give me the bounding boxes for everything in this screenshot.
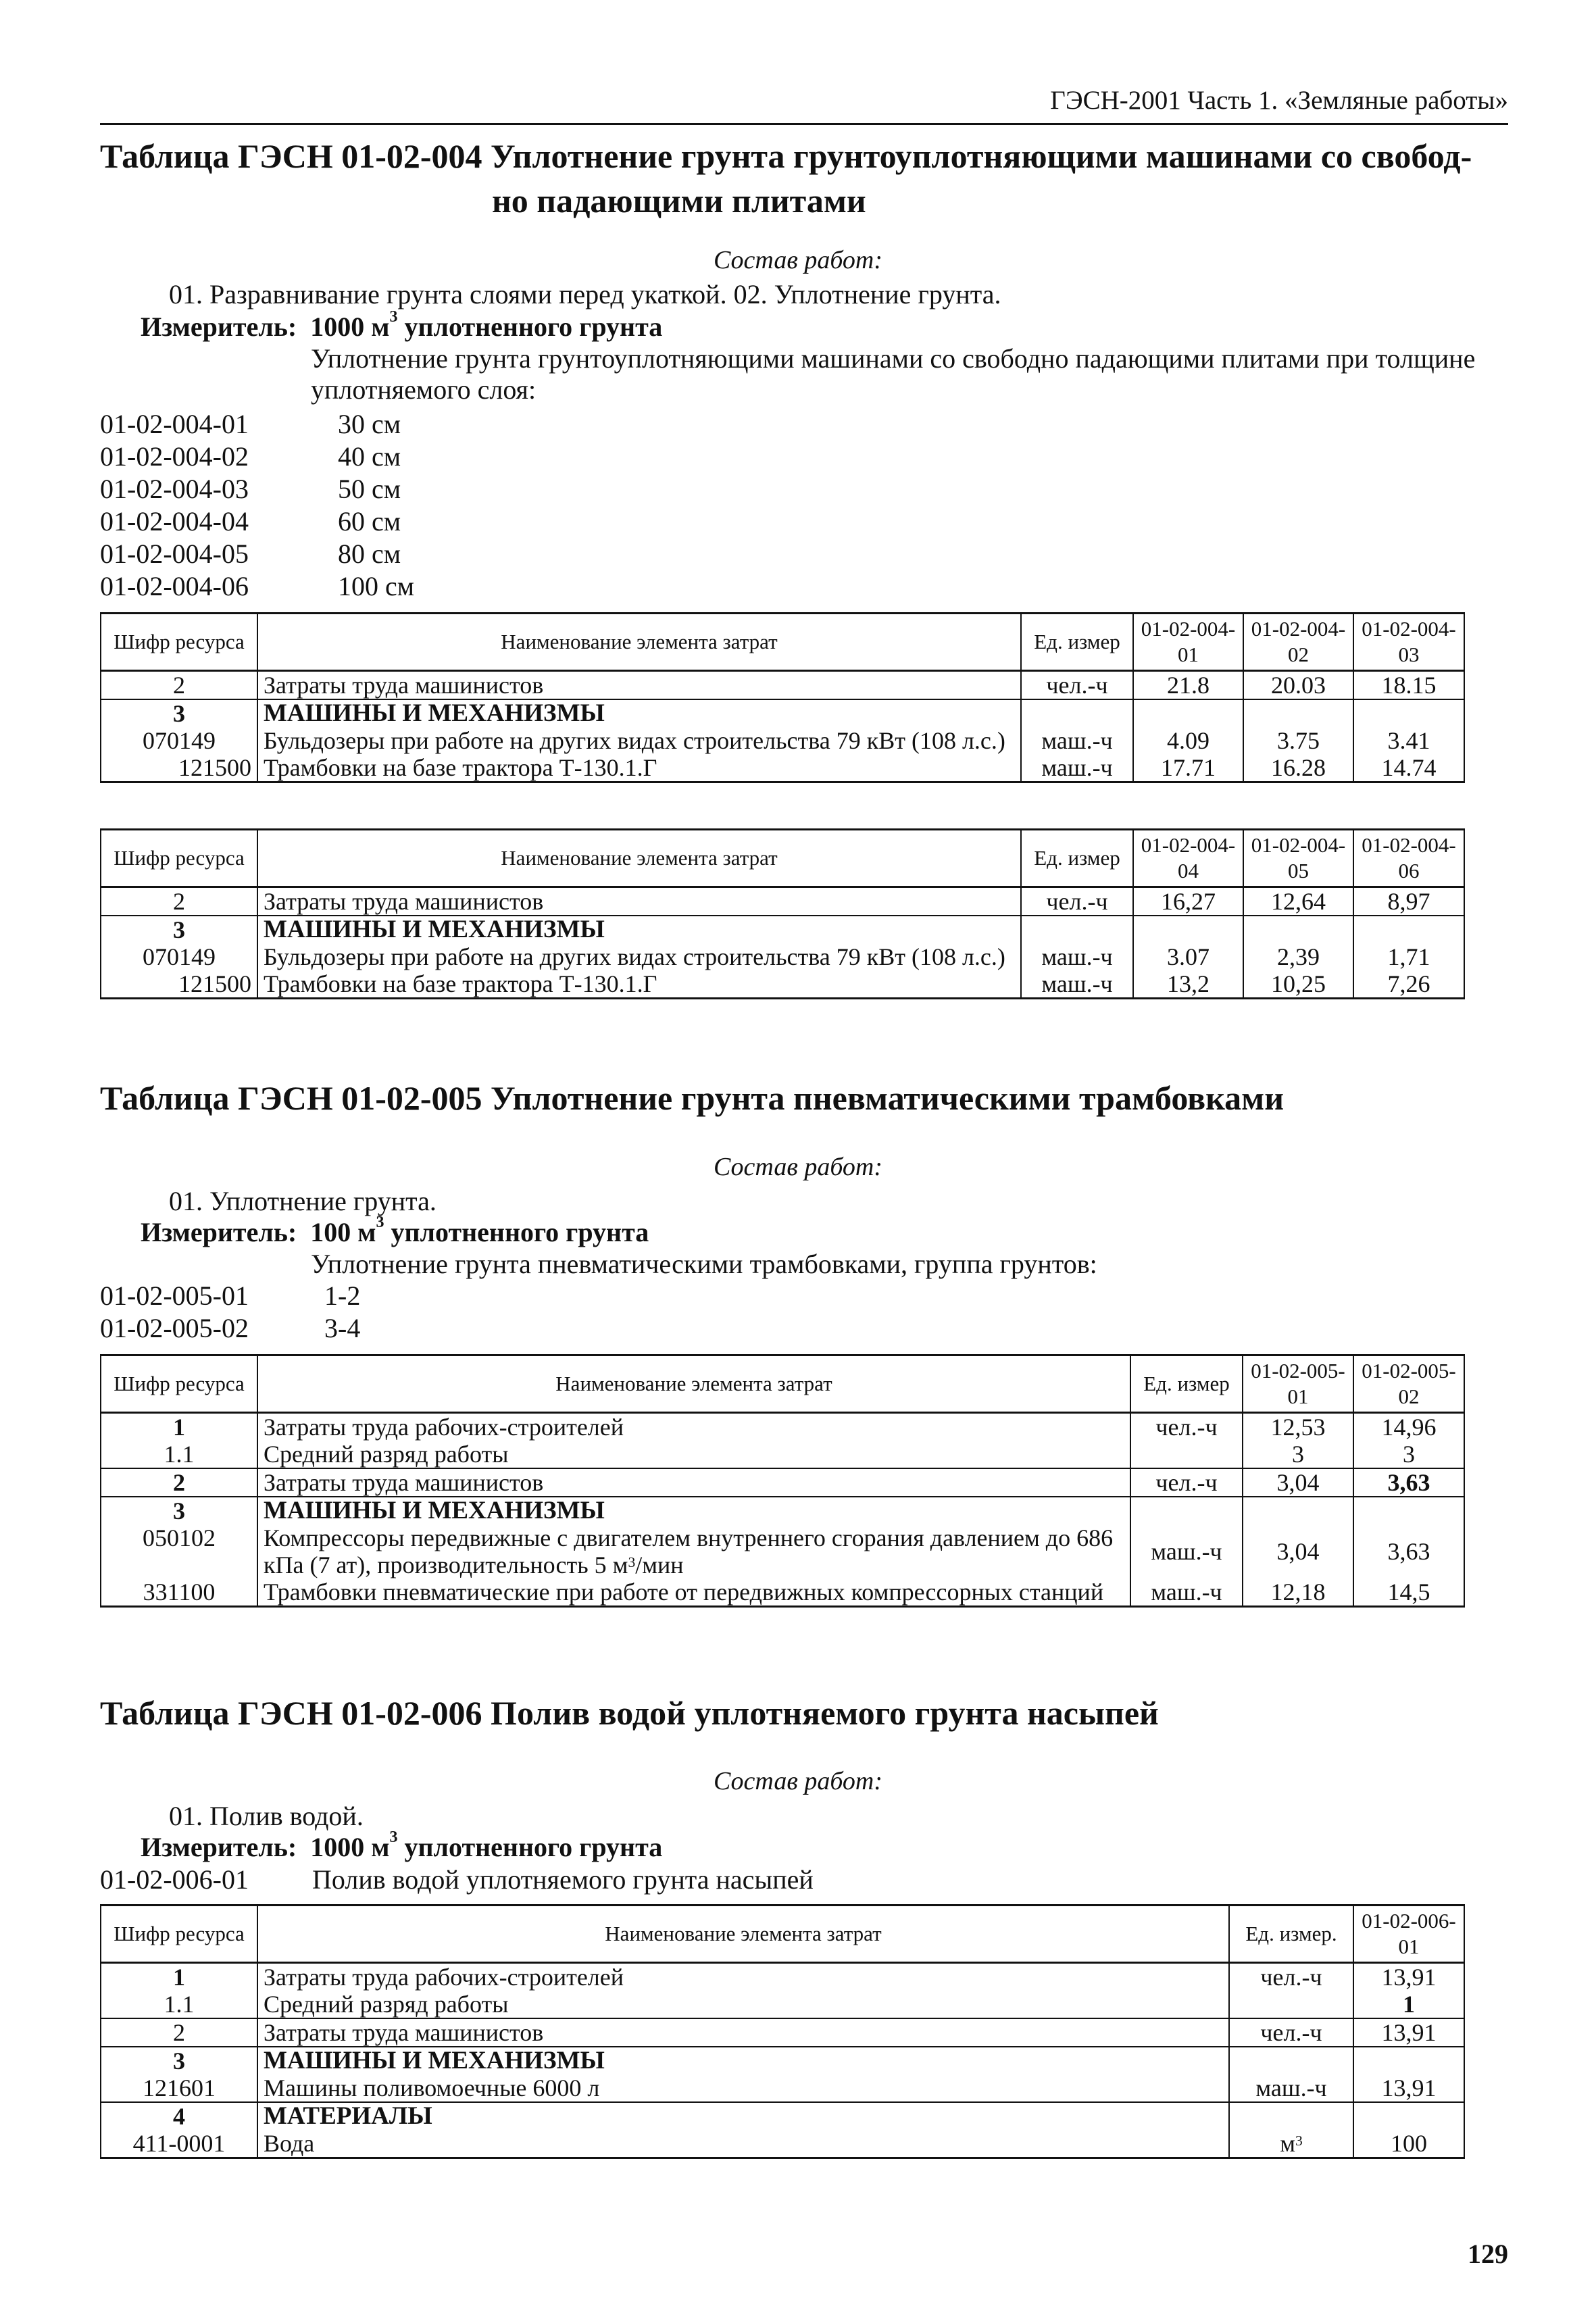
cell-unit: маш.-ч	[1021, 943, 1133, 970]
cell-value	[1133, 699, 1243, 727]
work-composition-label: Состав работ:	[713, 246, 883, 274]
cell-value: 14,96	[1353, 1413, 1464, 1441]
cell-value: 12,53	[1243, 1413, 1353, 1441]
cell-unit	[1021, 699, 1133, 727]
cell-value	[1243, 916, 1353, 943]
col-name-header: Наименование элемента затрат	[257, 830, 1021, 887]
col-norm-header: 01-02-005-01	[1243, 1355, 1353, 1413]
cell-unit: маш.-ч	[1021, 970, 1133, 999]
work-composition-label: Состав работ:	[713, 1153, 883, 1181]
cell-name: Средний разряд работы	[257, 1991, 1229, 2018]
table-row	[101, 1963, 1464, 1991]
cell-value: 3,04	[1243, 1524, 1353, 1578]
cost-table-004b	[100, 828, 1465, 999]
cell-value: 13,91	[1353, 2018, 1464, 2047]
cell-code: 411-0001	[101, 2130, 257, 2158]
cell-unit: маш.-ч	[1229, 2074, 1353, 2102]
cell-unit	[1130, 1441, 1243, 1468]
page-number: 129	[1468, 2239, 1508, 2269]
cost-table-005	[100, 1354, 1465, 1608]
cell-unit: маш.-ч	[1021, 754, 1133, 782]
measure-label: Измеритель:	[141, 1832, 297, 1862]
measure-value: 1000 м	[310, 1832, 390, 1862]
work-composition: 01. Разравнивание грунта слоями перед укаткой. 02. Уплотнение грунта.	[169, 279, 1001, 309]
cell-unit: чел.-ч	[1021, 887, 1133, 916]
cell-unit: маш.-ч	[1130, 1578, 1243, 1607]
cell-group-name: МАШИНЫ И МЕХАНИЗМЫ	[257, 916, 1021, 943]
measure-label: Измеритель:	[141, 312, 297, 342]
col-unit-header: Ед. измер	[1021, 830, 1133, 887]
col-code-header: Шифр ресурса	[101, 614, 257, 671]
cell-unit	[1130, 1497, 1243, 1524]
cell-value: 13,91	[1353, 2074, 1464, 2102]
table-header	[101, 1906, 1464, 1963]
item-code: 01-02-004-05	[100, 539, 249, 569]
cell-name	[257, 1524, 1130, 1578]
cell-value	[1353, 1497, 1464, 1524]
item-value: 40 см	[338, 441, 401, 472]
col-code-header: Шифр ресурса	[101, 1906, 257, 1963]
cell-code: 2	[101, 1468, 257, 1497]
cell-group-name: МАШИНЫ И МЕХАНИЗМЫ	[257, 1497, 1130, 1524]
col-code-header: Шифр ресурса	[101, 830, 257, 887]
cell-name: Затраты труда машинистов	[257, 887, 1021, 916]
col-norm-header: 01-02-004-02	[1243, 614, 1353, 671]
cell-value: 2,39	[1243, 943, 1353, 970]
table-row	[101, 970, 1464, 999]
cell-value: 10,25	[1243, 970, 1353, 999]
item-code: 01-02-006-01	[100, 1864, 249, 1895]
cell-value	[1243, 1497, 1353, 1524]
table-header	[101, 830, 1464, 887]
table-row	[101, 943, 1464, 970]
cell-code: 2	[101, 671, 257, 700]
measure-label: Измеритель:	[141, 1217, 297, 1247]
table-row	[101, 671, 1464, 700]
measure-sup: 3	[389, 308, 398, 326]
table-row	[101, 1468, 1464, 1497]
cell-unit	[1229, 2130, 1353, 2158]
col-norm-header: 01-02-005-02	[1353, 1355, 1464, 1413]
table-row	[101, 1991, 1464, 2018]
measure-line	[141, 1828, 663, 1863]
measure-rest: уплотненного грунта	[397, 1832, 663, 1862]
cell-value: 12,64	[1243, 887, 1353, 916]
cell-value: 3,63	[1353, 1468, 1464, 1497]
cell-name: Затраты труда рабочих-строителей	[257, 1963, 1229, 1991]
col-norm-header: 01-02-004-03	[1353, 614, 1464, 671]
item-value: 50 см	[338, 474, 401, 504]
cell-value: 14.74	[1353, 754, 1464, 782]
cell-value: 3.41	[1353, 727, 1464, 754]
section-title-006: Таблица ГЭСН 01-02-006 Полив водой уплотняемого грунта насыпей	[100, 1694, 1159, 1732]
cell-code: 121601	[101, 2074, 257, 2102]
cell-unit: чел.-ч	[1130, 1413, 1243, 1441]
col-unit-header: Ед. измер.	[1229, 1906, 1353, 1963]
cell-value: 3	[1243, 1441, 1353, 1468]
cell-group-name: МАШИНЫ И МЕХАНИЗМЫ	[257, 699, 1021, 727]
intro-text: Уплотнение грунта грунтоуплотняющими машинами со свободно падающими плитами при толщине уплотняемого слоя:	[311, 343, 1476, 405]
cell-name-text: Компрессоры передвижные с двигателем внутреннего сгорания давлением до 686 кПа (7 ат), производительность 5 м	[264, 1524, 1114, 1578]
table-row	[101, 1524, 1464, 1578]
cell-name-suffix: /мин	[635, 1551, 684, 1578]
col-norm-header: 01-02-004-05	[1243, 830, 1353, 887]
cell-code: 121500	[101, 754, 257, 782]
cell-code: 1.1	[101, 1991, 257, 2018]
cell-value: 7,26	[1353, 970, 1464, 999]
cell-code: 1	[101, 1413, 257, 1441]
cell-unit	[1021, 916, 1133, 943]
cell-value: 3.75	[1243, 727, 1353, 754]
table-row	[101, 1578, 1464, 1607]
cell-code: 121500	[101, 970, 257, 999]
cost-table-006	[100, 1904, 1465, 2159]
title-line-1: Таблица ГЭСН 01-02-004 Уплотнение грунта грунтоуплотняющими машинами со свобод-	[100, 137, 1472, 175]
table-row	[101, 727, 1464, 754]
cell-value: 4.09	[1133, 727, 1243, 754]
section-title-004	[100, 134, 1508, 223]
cell-unit: чел.-ч	[1130, 1468, 1243, 1497]
item-value: Полив водой уплотняемого грунта насыпей	[312, 1864, 814, 1895]
cell-code: 1	[101, 1963, 257, 1991]
cell-code: 3	[101, 1497, 257, 1524]
work-composition: 01. Полив водой.	[169, 1801, 364, 1831]
cell-group-name: МАТЕРИАЛЫ	[257, 2102, 1229, 2130]
col-norm-header: 01-02-004-01	[1133, 614, 1243, 671]
item-code: 01-02-004-06	[100, 571, 249, 601]
table-row	[101, 916, 1464, 943]
cell-value: 1	[1353, 1991, 1464, 2018]
cell-code: 331100	[101, 1578, 257, 1607]
cell-value	[1353, 2047, 1464, 2074]
table-row	[101, 754, 1464, 782]
cell-value	[1353, 2102, 1464, 2130]
title-line-2: но падающими плитами	[492, 182, 866, 220]
cell-value	[1133, 916, 1243, 943]
measure-value: 100 м	[310, 1217, 376, 1247]
item-code: 01-02-004-01	[100, 409, 249, 439]
col-code-header: Шифр ресурса	[101, 1355, 257, 1413]
intro-text: Уплотнение грунта пневматическими трамбовками, группа грунтов:	[311, 1249, 1097, 1279]
item-code: 01-02-004-03	[100, 474, 249, 504]
table-row	[101, 699, 1464, 727]
cell-code: 070149	[101, 727, 257, 754]
table-header	[101, 1355, 1464, 1413]
cell-unit: чел.-ч	[1229, 1963, 1353, 1991]
cell-unit	[1229, 1991, 1353, 2018]
cell-value	[1353, 699, 1464, 727]
cell-unit: маш.-ч	[1130, 1524, 1243, 1578]
col-unit-header: Ед. измер	[1021, 614, 1133, 671]
item-code: 01-02-005-02	[100, 1313, 249, 1343]
cell-name: Трамбовки пневматические при работе от передвижных компрессорных станций	[257, 1578, 1130, 1607]
cell-value: 3,04	[1243, 1468, 1353, 1497]
cell-code: 3	[101, 699, 257, 727]
cell-code: 1.1	[101, 1441, 257, 1468]
table-row	[101, 2102, 1464, 2130]
cell-name: Затраты труда машинистов	[257, 671, 1021, 700]
col-name-header: Наименование элемента затрат	[257, 614, 1021, 671]
cell-value	[1353, 916, 1464, 943]
cell-code: 3	[101, 2047, 257, 2074]
cell-code: 2	[101, 2018, 257, 2047]
item-value: 1-2	[324, 1280, 361, 1311]
table-row	[101, 1413, 1464, 1441]
cell-value: 3,63	[1353, 1524, 1464, 1578]
col-unit-header: Ед. измер	[1130, 1355, 1243, 1413]
cell-value: 8,97	[1353, 887, 1464, 916]
cell-value: 16.28	[1243, 754, 1353, 782]
unit-sup: 3	[1295, 2133, 1303, 2149]
table-row	[101, 1441, 1464, 1468]
cell-name: Трамбовки на базе трактора Т-130.1.Г	[257, 970, 1021, 999]
unit-base: м	[1280, 2130, 1295, 2157]
cell-code: 070149	[101, 943, 257, 970]
cell-name: Затраты труда рабочих-строителей	[257, 1413, 1130, 1441]
cell-value: 17.71	[1133, 754, 1243, 782]
cell-value: 13,91	[1353, 1963, 1464, 1991]
cell-name: Средний разряд работы	[257, 1441, 1130, 1468]
cell-name: Бульдозеры при работе на других видах строительства 79 кВт (108 л.с.)	[257, 943, 1021, 970]
running-head: ГЭСН-2001 Часть 1. «Земляные работы»	[1050, 86, 1508, 115]
cell-unit: маш.-ч	[1021, 727, 1133, 754]
item-value: 3-4	[324, 1313, 361, 1343]
cell-code: 3	[101, 916, 257, 943]
cell-code: 4	[101, 2102, 257, 2130]
item-value: 80 см	[338, 539, 401, 569]
col-norm-header: 01-02-004-06	[1353, 830, 1464, 887]
item-value: 100 см	[338, 571, 415, 601]
cell-name: Затраты труда машинистов	[257, 2018, 1229, 2047]
item-code: 01-02-005-01	[100, 1280, 249, 1311]
cell-value: 20.03	[1243, 671, 1353, 700]
cell-name: Бульдозеры при работе на других видах строительства 79 кВт (108 л.с.)	[257, 727, 1021, 754]
measure-sup: 3	[376, 1214, 384, 1231]
cell-value: 3	[1353, 1441, 1464, 1468]
table-row	[101, 2074, 1464, 2102]
cell-name-sup: 3	[628, 1554, 636, 1570]
col-name-header: Наименование элемента затрат	[257, 1906, 1229, 1963]
item-code: 01-02-004-02	[100, 441, 249, 472]
col-norm-header: 01-02-004-04	[1133, 830, 1243, 887]
table-row	[101, 2047, 1464, 2074]
cell-value: 100	[1353, 2130, 1464, 2158]
cost-table-004a	[100, 612, 1465, 783]
table-header	[101, 614, 1464, 671]
cell-value: 21.8	[1133, 671, 1243, 700]
table-row	[101, 2130, 1464, 2158]
cell-value: 3.07	[1133, 943, 1243, 970]
table-row	[101, 887, 1464, 916]
cell-unit	[1229, 2047, 1353, 2074]
header-rule	[100, 123, 1508, 125]
cell-group-name: МАШИНЫ И МЕХАНИЗМЫ	[257, 2047, 1229, 2074]
cell-value: 14,5	[1353, 1578, 1464, 1607]
cell-value: 1,71	[1353, 943, 1464, 970]
measure-rest: уплотненного грунта	[384, 1217, 649, 1247]
work-composition: 01. Уплотнение грунта.	[169, 1186, 437, 1216]
item-code: 01-02-004-04	[100, 506, 249, 537]
cell-value: 12,18	[1243, 1578, 1353, 1607]
cell-value: 13,2	[1133, 970, 1243, 999]
cell-name: Вода	[257, 2130, 1229, 2158]
measure-rest: уплотненного грунта	[397, 312, 663, 342]
item-value: 30 см	[338, 409, 401, 439]
cell-value	[1243, 699, 1353, 727]
col-name-header: Наименование элемента затрат	[257, 1355, 1130, 1413]
cell-unit: чел.-ч	[1021, 671, 1133, 700]
measure-value: 1000 м	[310, 312, 390, 342]
cell-value: 18.15	[1353, 671, 1464, 700]
table-row	[101, 1497, 1464, 1524]
measure-line	[141, 308, 663, 343]
table-row	[101, 2018, 1464, 2047]
measure-line	[141, 1216, 649, 1248]
cell-code: 050102	[101, 1524, 257, 1578]
cell-name: Затраты труда машинистов	[257, 1468, 1130, 1497]
cell-code: 2	[101, 887, 257, 916]
cell-name: Трамбовки на базе трактора Т-130.1.Г	[257, 754, 1021, 782]
measure-sup: 3	[389, 1828, 398, 1846]
work-composition-label: Состав работ:	[713, 1767, 883, 1795]
item-value: 60 см	[338, 506, 401, 537]
col-norm-header: 01-02-006-01	[1353, 1906, 1464, 1963]
cell-unit: чел.-ч	[1229, 2018, 1353, 2047]
cell-value: 16,27	[1133, 887, 1243, 916]
cell-unit	[1229, 2102, 1353, 2130]
cell-name: Машины поливомоечные 6000 л	[257, 2074, 1229, 2102]
section-title-005: Таблица ГЭСН 01-02-005 Уплотнение грунта пневматическими трамбовками	[100, 1079, 1285, 1117]
